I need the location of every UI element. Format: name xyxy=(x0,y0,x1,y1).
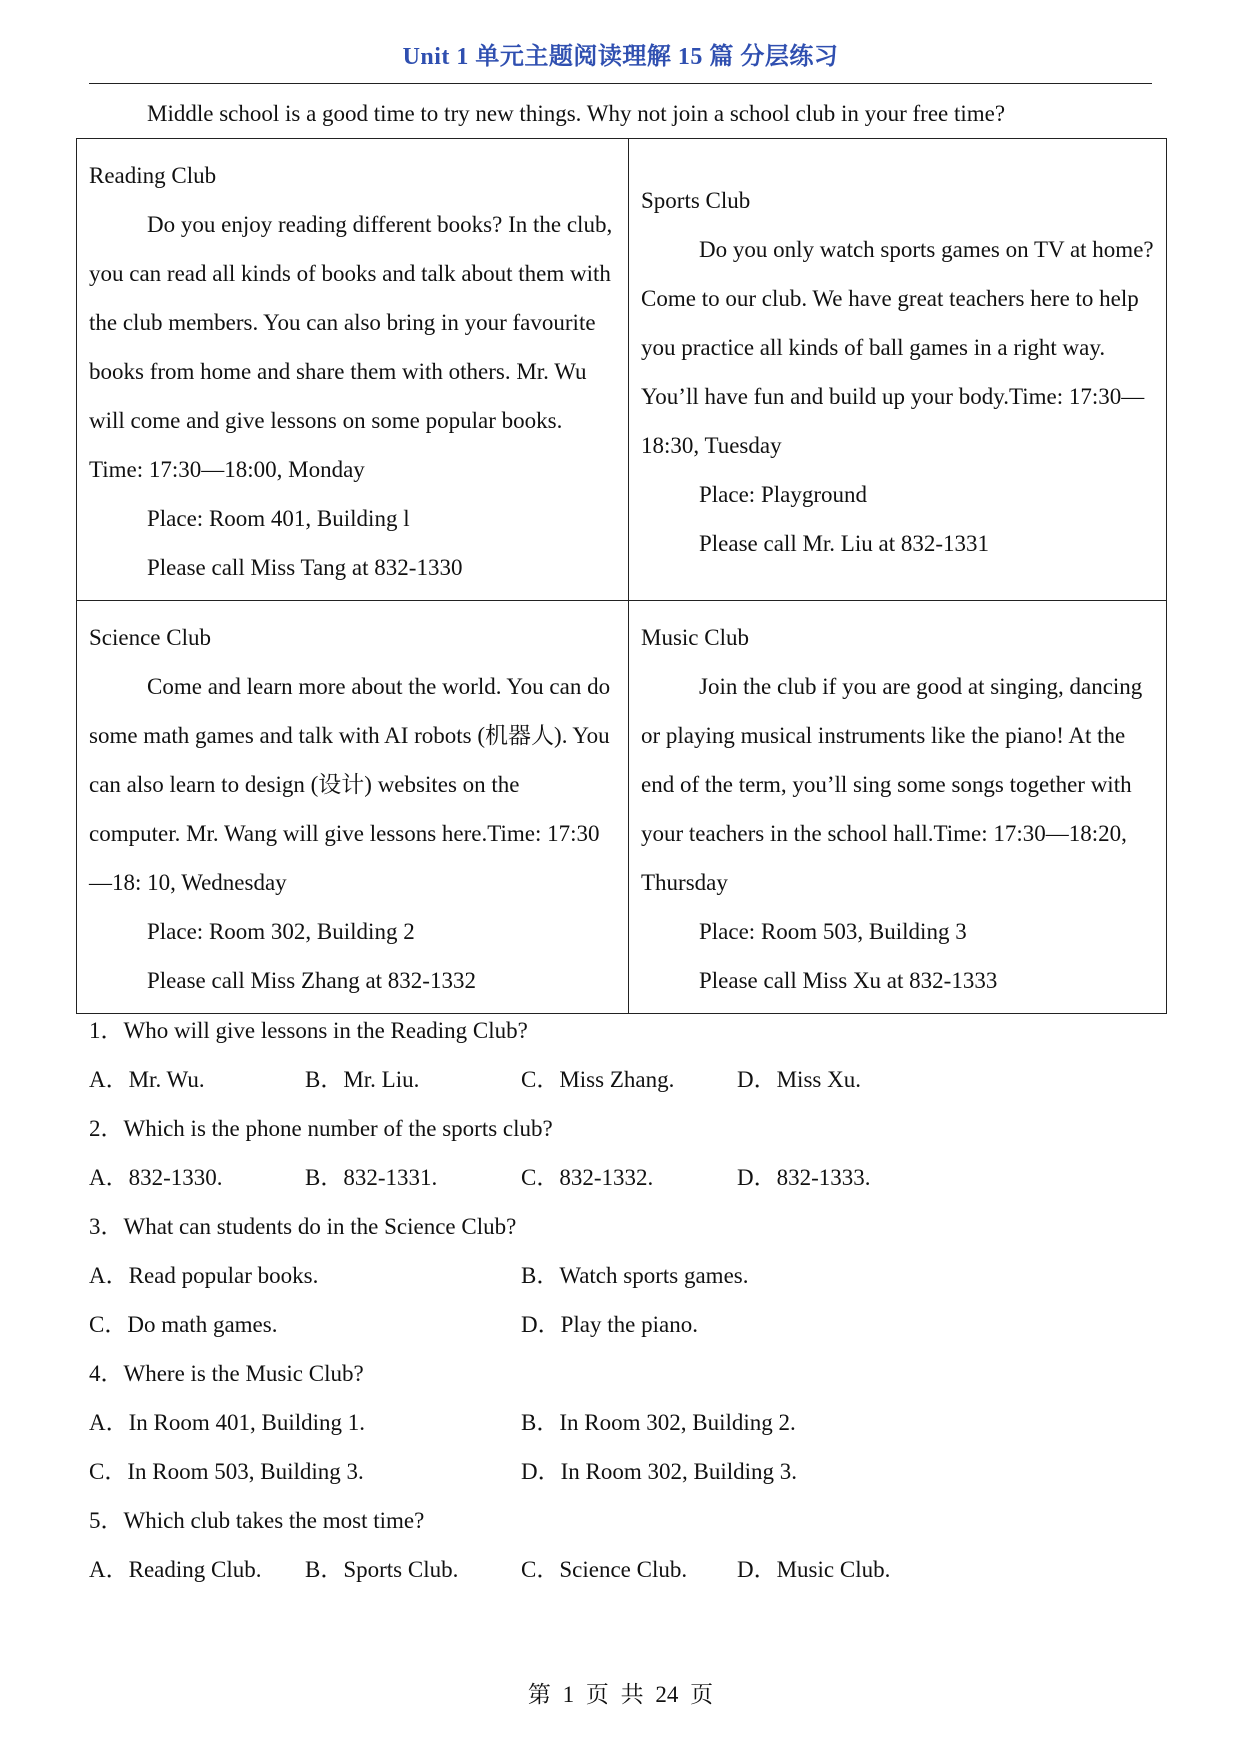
document-header-title: Unit 1 单元主题阅读理解 15 篇 分层练习 xyxy=(402,44,839,70)
club-name: Sports Club xyxy=(641,187,751,213)
option-d: D．In Room 302, Building 3. xyxy=(521,1459,798,1484)
option-a: A．Reading Club. xyxy=(89,1557,262,1582)
question-stem: 1．Who will give lessons in the Reading Club? xyxy=(89,1018,528,1043)
option-b: B．Mr. Liu. xyxy=(305,1067,420,1092)
table-row xyxy=(77,139,1167,601)
option-c: C．Miss Zhang. xyxy=(521,1067,675,1092)
clubs-table xyxy=(76,138,1167,1014)
question-stem: 4．Where is the Music Club? xyxy=(89,1361,364,1386)
question-stem: 3．What can students do in the Science Club? xyxy=(89,1214,517,1239)
club-cell-music xyxy=(629,601,1167,1014)
club-contact: Please call Miss Xu at 832-1333 xyxy=(699,968,998,993)
club-name: Reading Club xyxy=(89,163,217,188)
page-number: 第 1 页 共 24 页 xyxy=(527,1682,714,1707)
club-place: Place: Room 503, Building 3 xyxy=(699,919,967,944)
option-a: A．832-1330. xyxy=(89,1165,223,1190)
option-b: B．Sports Club. xyxy=(305,1557,459,1582)
option-d: D．Play the piano. xyxy=(521,1312,698,1337)
club-description: Do you enjoy reading different books? In the club, you can read all kinds of books and talk about them with the club members. You can also bring in your favourite books from home and share them with others. Mr. Wu will come and give lessons on some popular books. Time: 17:30—18:00, Monday xyxy=(89,212,613,482)
club-cell-sports xyxy=(629,139,1167,601)
option-row xyxy=(89,1153,1169,1202)
option-row xyxy=(89,1055,1169,1104)
table-row xyxy=(77,601,1167,1014)
option-d: D．832-1333. xyxy=(737,1165,871,1190)
option-d: D．Miss Xu. xyxy=(737,1067,861,1092)
option-c: C．Science Club. xyxy=(521,1557,688,1582)
question-stem: 5．Which club takes the most time? xyxy=(89,1508,425,1533)
club-contact: Please call Mr. Liu at 832-1331 xyxy=(699,530,989,556)
club-description: Come and learn more about the world. You can do some math games and talk with AI robots (机器人). You can also learn to design (设计) websites on the computer. Mr. Wang will give lessons here.Time: 17:30—18: 10, Wednesday xyxy=(89,674,611,895)
question-stem: 2．Which is the phone number of the sports club? xyxy=(89,1116,553,1141)
option-a: A．In Room 401, Building 1. xyxy=(89,1410,366,1435)
option-d: D．Music Club. xyxy=(737,1557,891,1582)
option-c: C．Do math games. xyxy=(89,1312,278,1337)
option-b: B．Watch sports games. xyxy=(521,1263,749,1288)
club-place: Place: Room 302, Building 2 xyxy=(147,919,415,944)
club-name: Science Club xyxy=(89,625,211,650)
option-c: C．832-1332. xyxy=(521,1165,654,1190)
option-row xyxy=(89,1545,1169,1594)
option-b: B．In Room 302, Building 2. xyxy=(521,1410,796,1435)
club-place: Place: Room 401, Building l xyxy=(147,506,410,531)
club-contact: Please call Miss Tang at 832-1330 xyxy=(147,555,463,580)
club-cell-science xyxy=(77,601,629,1014)
club-description: Join the club if you are good at singing, dancing or playing musical instruments like the piano! At the end of the term, you’ll sing some songs together with your teachers in the school hall.Time: 17:30—18:20, Thursday xyxy=(641,674,1143,895)
questions-section xyxy=(89,1006,1169,1594)
club-contact: Please call Miss Zhang at 832-1332 xyxy=(147,968,476,993)
header-divider xyxy=(89,83,1152,84)
option-c: C．In Room 503, Building 3. xyxy=(89,1459,364,1484)
option-row xyxy=(89,1447,1169,1496)
option-a: A．Read popular books. xyxy=(89,1263,319,1288)
club-cell-reading xyxy=(77,139,629,601)
option-b: B．832-1331. xyxy=(305,1165,438,1190)
option-a: A．Mr. Wu. xyxy=(89,1067,205,1092)
club-place: Place: Playground xyxy=(699,481,867,507)
club-description: Do you only watch sports games on TV at home? Come to our club. We have great teachers here to help you practice all kinds of ball games in a right way. You’ll have fun and build up your body.Time: 17:30—18:30, Tuesday xyxy=(641,236,1154,458)
option-row xyxy=(89,1251,1169,1300)
passage-intro: Middle school is a good time to try new things. Why not join a school club in your free time? xyxy=(147,101,1006,126)
option-row xyxy=(89,1398,1169,1447)
option-row xyxy=(89,1300,1169,1349)
club-name: Music Club xyxy=(641,625,749,650)
